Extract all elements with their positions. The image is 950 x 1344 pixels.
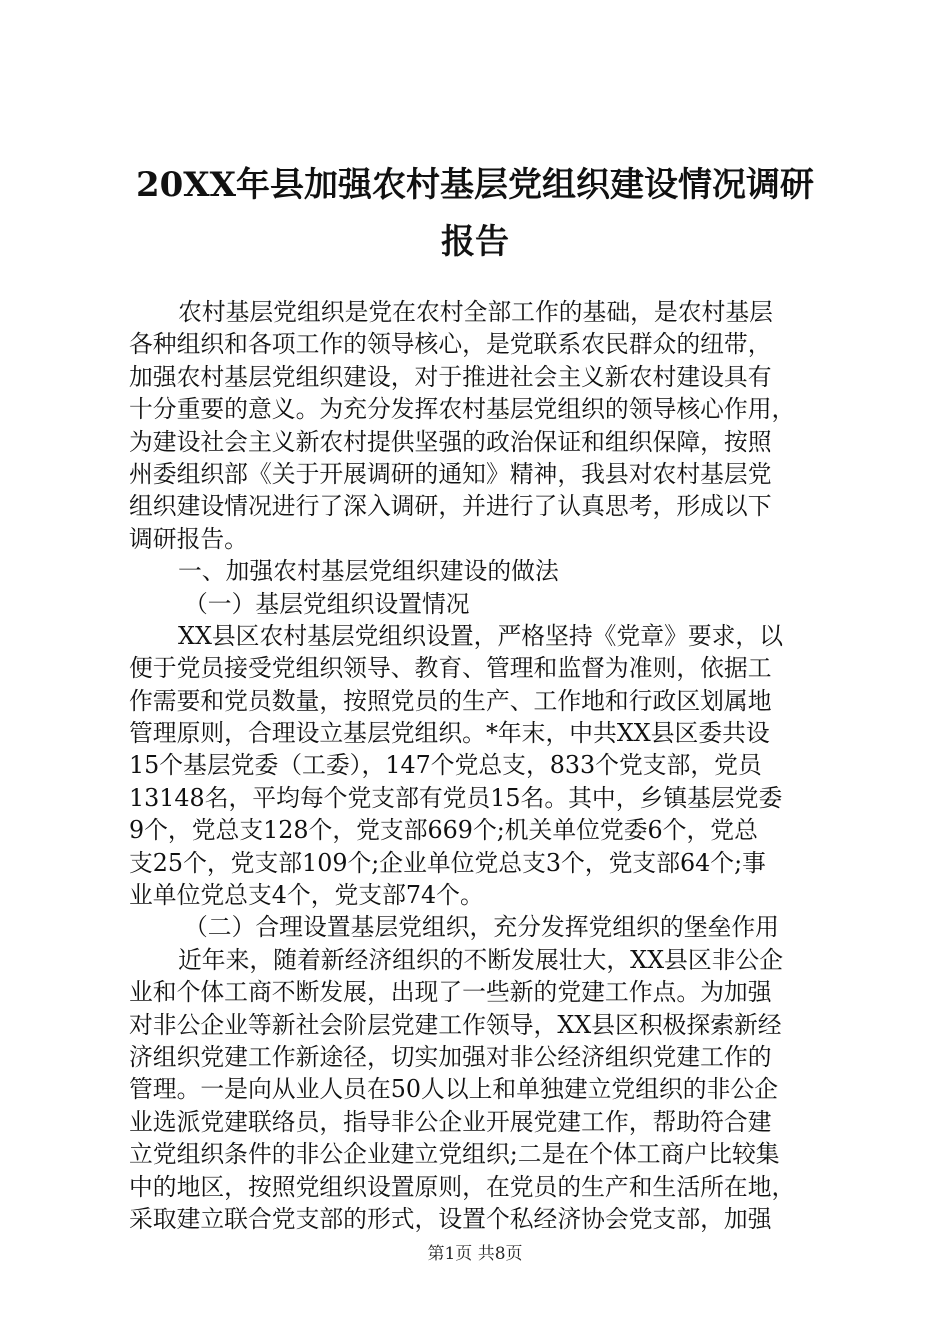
paragraph-line: 支25个，党支部109个;企业单位党总支3个，党支部64个;事 [129,848,766,877]
paragraph-line: 业选派党建联络员，指导非公企业开展党建工作，帮助符合建 [129,1107,772,1136]
paragraph-line: 济组织党建工作新途径，切实加强对非公经济组织党建工作的 [129,1042,772,1071]
paragraph-line: 十分重要的意义。为充分发挥农村基层党组织的领导核心作用， [129,395,796,424]
document-title-line2: 报告 [441,222,509,262]
paragraph-line: 农村基层党组织是党在农村全部工作的基础，是农村基层 [178,298,773,326]
paragraph-line: 13148名，平均每个党支部有党员15名。其中，乡镇基层党委 [129,783,783,812]
paragraph-line: 组织建设情况进行了深入调研，并进行了认真思考，形成以下 [129,492,772,521]
paragraph-line: 15个基层党委（工委），147个党总支，833个党支部，党员 [129,751,762,780]
paragraph-line: 业和个体工商不断发展，出现了一些新的党建工作点。为加强 [129,978,772,1007]
paragraph-line: 加强农村基层党组织建设，对于推进社会主义新农村建设具有 [129,362,772,391]
paragraph-line: 管理原则，合理设立基层党组织。*年末，中共XX县区委共设 [129,719,770,748]
paragraph-line: 业单位党总支4个，党支部74个。 [129,881,484,910]
paragraph-line: XX县区农村基层党组织设置，严格坚持《党章》要求，以 [178,621,784,650]
document-title-line1: 20XX年县加强农村基层党组织建设情况调研 [135,165,815,205]
paragraph-line: 管理。一是向从业人员在50人以上和单独建立党组织的非公企 [129,1075,778,1104]
paragraph-line: 州委组织部《关于开展调研的通知》精神，我县对农村基层党 [129,459,772,488]
section-heading: 一、加强农村基层党组织建设的做法 [178,557,559,586]
paragraph-line: 近年来，随着新经济组织的不断发展壮大，XX县区非公企 [178,945,784,974]
page-footer: 第1页 共8页 [427,1244,523,1264]
paragraph-line: 中的地区，按照党组织设置原则，在党员的生产和生活所在地， [129,1172,796,1201]
paragraph-line: 各种组织和各项工作的领导核心，是党联系农民群众的纽带， [129,330,772,359]
paragraph-line: 采取建立联合党支部的形式，设置个私经济协会党支部，加强 [129,1204,772,1233]
document-body [129,296,834,1235]
paragraph-line: 调研报告。 [129,524,248,553]
paragraph-line: 为建设社会主义新农村提供坚强的政治保证和组织保障，按照 [129,427,772,456]
subsection-heading: （二）合理设置基层党组织，充分发挥党组织的堡垒作用 [184,913,779,942]
paragraph-line: 立党组织条件的非公企业建立党组织;二是在个体工商户比较集 [129,1140,780,1169]
paragraph-line: 作需要和党员数量，按照党员的生产、工作地和行政区划属地 [129,686,772,715]
subsection-heading: （一）基层党组织设置情况 [184,589,470,618]
paragraph-line: 便于党员接受党组织领导、教育、管理和监督为准则，依据工 [129,654,772,683]
paragraph-line: 对非公企业等新社会阶层党建工作领导，XX县区积极探索新经 [129,1010,782,1039]
paragraph-line: 9个，党总支128个，党支部669个;机关单位党委6个，党总 [129,816,758,845]
